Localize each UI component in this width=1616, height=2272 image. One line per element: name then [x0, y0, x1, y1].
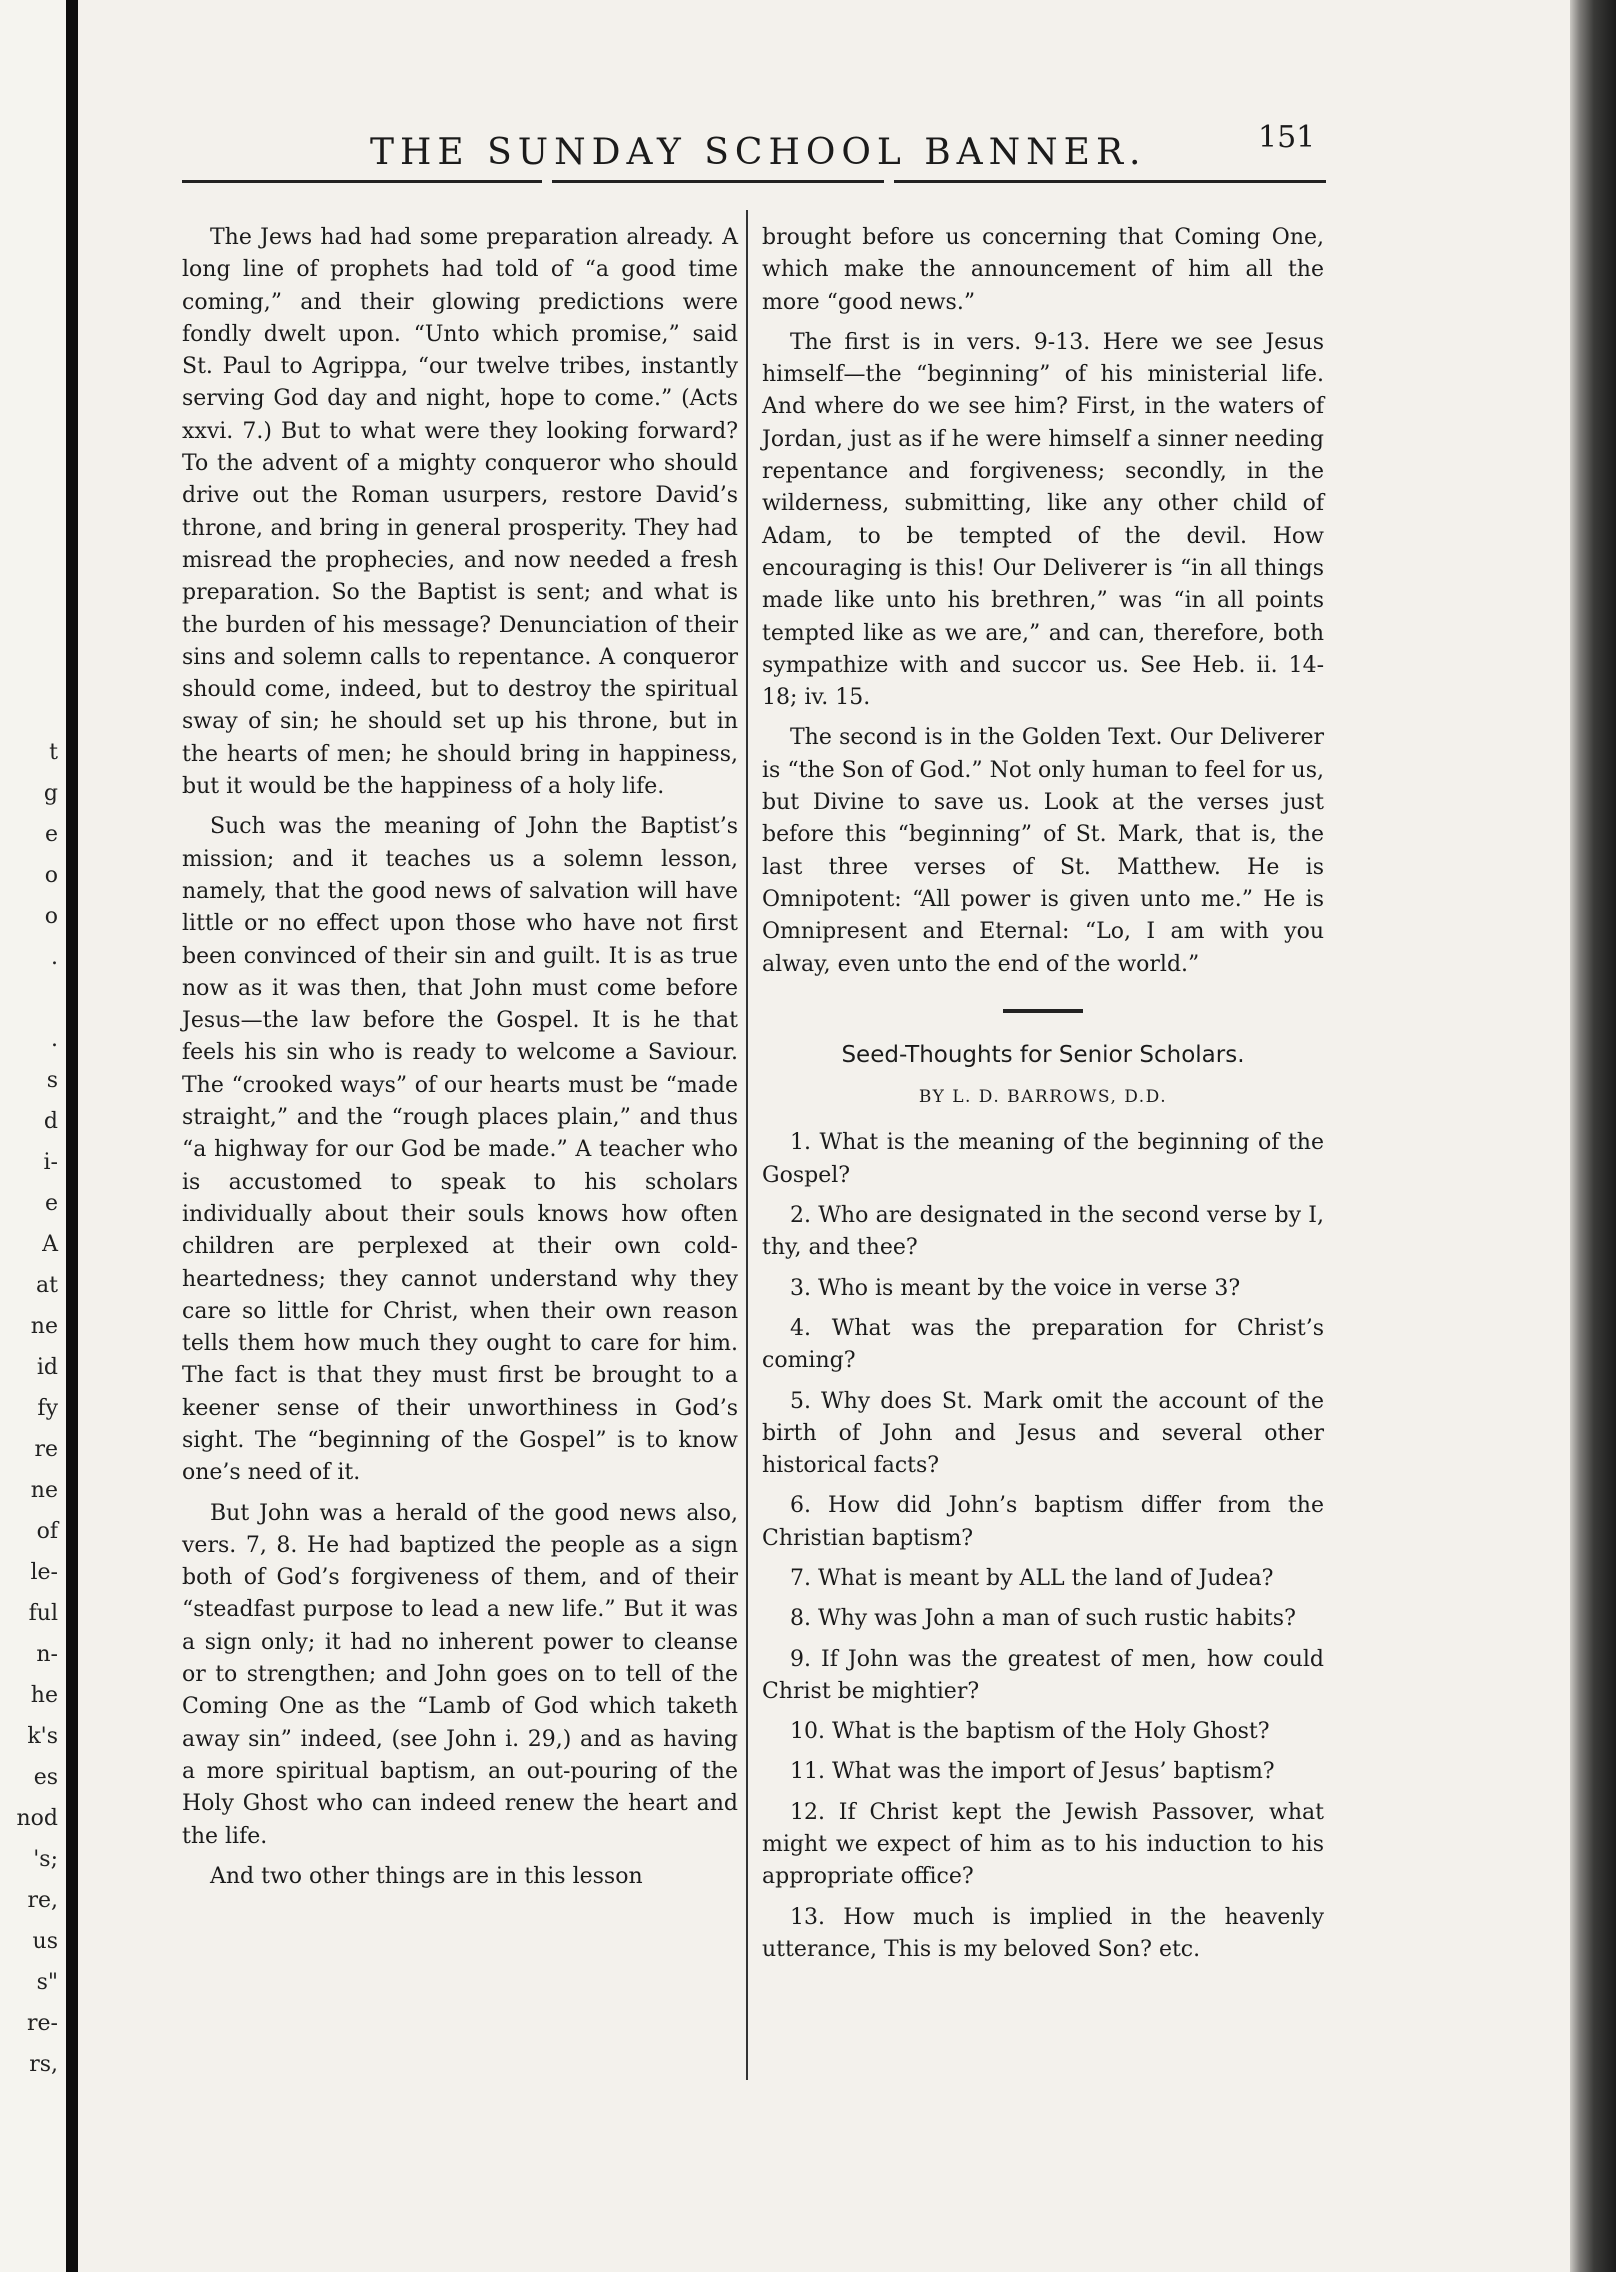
margin-fragment: 's; [33, 1847, 58, 1872]
margin-fragment: ne [30, 1314, 58, 1339]
page-number: 151 [1258, 120, 1316, 155]
margin-fragment: re [34, 1437, 58, 1462]
left-column [182, 222, 738, 1901]
header-rule-middle [552, 180, 884, 183]
margin-fragment: n- [36, 1642, 58, 1667]
margin-fragment: us [32, 1929, 58, 1954]
right-column [762, 222, 1324, 1974]
byline: BY L. D. BARROWS, D.D. [918, 1087, 1168, 1108]
margin-fragment: . [51, 945, 58, 970]
margin-fragment: nod [16, 1806, 58, 1831]
header-rule-left [182, 180, 542, 183]
margin-fragment: le- [30, 1560, 58, 1585]
margin-fragment: e [44, 822, 58, 847]
question-item: 5. Why does St. Mark omit the account of the birth of John and Jesus and several other historical facts? [762, 1388, 1324, 1479]
margin-fragment: . [51, 1027, 58, 1052]
header-rule-right [894, 180, 1326, 183]
question-item: 3. Who is meant by the voice in verse 3? [790, 1275, 1241, 1301]
margin-fragment: he [30, 1683, 58, 1708]
question-list [762, 1127, 1324, 1966]
margin-fragment: ful [28, 1601, 58, 1626]
paragraph: The second is in the Golden Text. Our Deliverer is “the Son of God.” Not only human to feel for us, but Divine to save us. Look at the verses just before this “beginning” of St. Mark, that is, the last three verses of St. Matthew. He is Omnipotent: “All power is given unto me.” He is Omnipresent and Eternal: “Lo, I am with you alway, even unto the end of the world.” [762, 725, 1324, 977]
section-divider [1003, 1009, 1083, 1013]
paragraph: And two other things are in this lesson [210, 1863, 643, 1889]
running-head: THE SUNDAY SCHOOL BANNER. [370, 132, 1147, 173]
margin-fragment: s [46, 1068, 58, 1093]
margin-fragment: s" [36, 1970, 58, 1995]
margin-fragment: o [44, 904, 58, 929]
margin-fragment: d [43, 1109, 58, 1134]
question-item: 4. What was the preparation for Christ’s coming? [762, 1315, 1324, 1374]
question-item: 1. What is the meaning of the beginning of the Gospel? [762, 1130, 1324, 1188]
question-item: 13. How much is implied in the heavenly utterance, This is my beloved Son? etc. [762, 1904, 1324, 1962]
margin-fragment: t [49, 740, 58, 765]
margin-fragment: ne [30, 1478, 58, 1503]
question-item: 11. What was the import of Jesus’ baptism? [790, 1759, 1275, 1785]
margin-fragment: at [36, 1273, 58, 1298]
margin-fragment: o [44, 863, 58, 888]
margin-fragment: re, [27, 1888, 58, 1913]
paragraph: But John was a herald of the good news also, vers. 7, 8. He had baptized the people as a sign both of God’s forgiveness of them, and of their “steadfast purpose to lead a new life.” But it was a sign only; it had no inherent power to cleanse or to strengthen; and John goes on to tell of the Coming One as the “Lamb of God which taketh away sin” indeed, (see John i. 29,) and as having a more spiritual baptism, an out-pouring of the Holy Ghost who can indeed renew the heart and the life. [182, 1500, 738, 1849]
question-item: 8. Why was John a man of such rustic habits? [790, 1606, 1296, 1632]
margin-fragment: es [33, 1765, 58, 1790]
question-item: 12. If Christ kept the Jewish Passover, what might we expect of him as to his induction to his appropriate office? [762, 1799, 1324, 1890]
margin-fragment: k's [27, 1724, 58, 1749]
question-item: 10. What is the baptism of the Holy Ghost? [790, 1719, 1270, 1745]
question-item: 7. What is meant by ALL the land of Judea? [790, 1565, 1274, 1591]
margin-fragment: of [36, 1519, 58, 1544]
margin-fragment: re- [27, 2011, 58, 2036]
margin-fragment: id [36, 1355, 58, 1380]
paragraph: Such was the meaning of John the Baptist’s mission; and it teaches us a solemn lesson, namely, that the good news of salvation will have little or no effect upon those who have not first been convinced of their sin and guilt. It is as true now as it was then, that John must come before Jesus—the law before the Gospel. It is he that feels his sin who is ready to welcome a Saviour. The “crooked ways” of our hearts must be “made straight,” and the “rough places plain,” and thus “a highway for our God be made.” A teacher who is accustomed to speak to his scholars individually about their souls knows how often children are perplexed at their own cold-heartedness; they cannot understand why they care so little for Christ, when their own reason tells them how much they ought to care for him. The fact is that they must first be brought to a keener sense of their unworthiness in God’s sight. The “beginning of the Gospel” is to know one’s need of it. [182, 814, 738, 1486]
margin-fragment: e [44, 1191, 58, 1216]
paragraph: The Jews had had some preparation already. A long line of prophets had told of “a good time coming,” and their glowing predictions were fondly dwelt upon. “Unto which promise,” said St. Paul to Agrippa, “our twelve tribes, instantly serving God day and night, hope to come.” (Acts xxvi. 7.) But to what were they looking forward? To the advent of a mighty conqueror who should drive out the Roman usurpers, restore David’s throne, and bring in general prosperity. They had misread the prophecies, and now needed a fresh preparation. So the Baptist is sent; and what is the burden of his message? Denunciation of their sins and solemn calls to repentance. A conqueror should come, indeed, but to destroy the spiritual sway of sin; he should set up his throne, but in the hearts of men; he should bring in happiness, but it would be the happiness of a holy life. [182, 225, 738, 800]
margin-fragment: rs, [29, 2052, 58, 2077]
margin-fragment: g [43, 781, 58, 806]
section-title: Seed-Thoughts for Senior Scholars. [841, 1041, 1245, 1068]
paragraph-continuation: brought before us concerning that Coming One, which make the announcement of him all the more “good news.” [762, 225, 1324, 315]
paragraph: The first is in vers. 9-13. Here we see Jesus himself—the “beginning” of his ministerial life. And where do we see him? First, in the waters of Jordan, just as if he were himself a sinner needing repentance and forgiveness; secondly, in the wilderness, submitting, like any other child of Adam, to be tempted of the devil. How encouraging is this! Our Deliverer is “in all things made like unto his brethren,” was “in all points tempted like as we are,” and can, therefore, both sympathize with and succor us. See Heb. ii. 14-18; iv. 15. [762, 329, 1324, 711]
question-item: 6. How did John’s baptism differ from the Christian baptism? [762, 1493, 1324, 1551]
page-edge-shadow [1570, 0, 1616, 2272]
margin-fragment: i- [43, 1150, 58, 1175]
column-rule [746, 210, 748, 2080]
margin-fragment: fy [37, 1396, 58, 1421]
question-item: 2. Who are designated in the second verse by I, thy, and thee? [762, 1203, 1324, 1261]
margin-fragment: A [42, 1232, 58, 1257]
question-item: 9. If John was the greatest of men, how could Christ be mightier? [762, 1646, 1324, 1704]
book-gutter [66, 0, 78, 2272]
